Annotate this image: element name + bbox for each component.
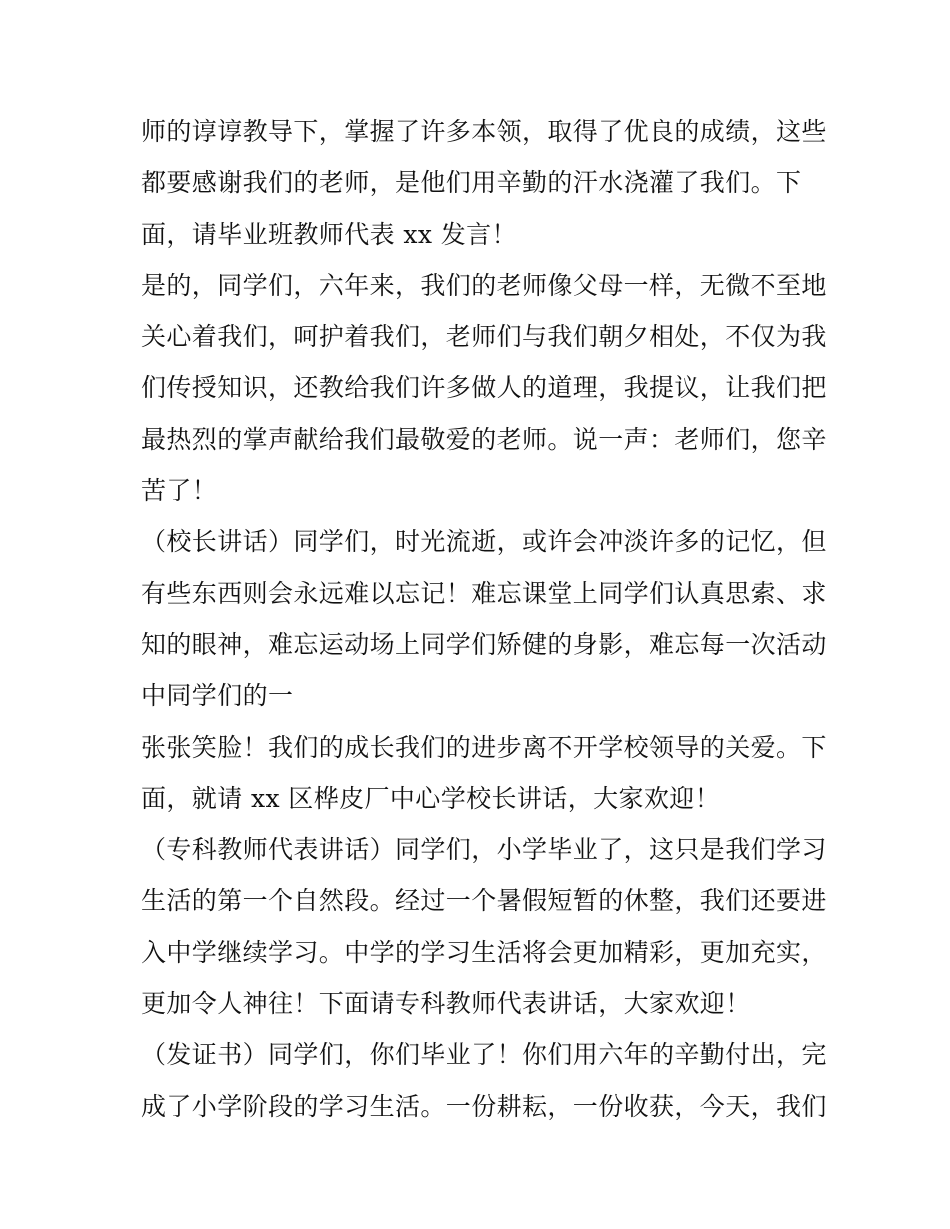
text-line: 面，请毕业班教师代表 xx 发言！ [141, 219, 517, 249]
text-line: 都要感谢我们的老师，是他们用辛勤的汗水浇灌了我们。下 [141, 168, 802, 198]
text-line: 是的，同学们，六年来，我们的老师像父母一样，无微不至地 [141, 270, 827, 300]
text-line: 师的谆谆教导下，掌握了许多本领，取得了优良的成绩，这些 [141, 117, 827, 146]
text-line: 成了小学阶段的学习生活。一份耕耘，一份收获，今天，我们 [141, 1091, 827, 1121]
text-line: 张张笑脸！我们的成长我们的进步离不开学校领导的关爱。下 [141, 732, 827, 762]
text-line: （发证书）同学们，你们毕业了！你们用六年的辛勤付出，完 [141, 1040, 827, 1070]
text-line: 生活的第一个自然段。经过一个暑假短暂的休整，我们还要进 [141, 886, 827, 916]
text-line: 们传授知识，还教给我们许多做人的道理，我提议，让我们把 [141, 373, 827, 403]
text-line: 入中学继续学习。中学的学习生活将会更加精彩，更加充实， [141, 937, 827, 967]
text-line: 苦了！ [141, 476, 218, 506]
text-line: 关心着我们，呵护着我们，老师们与我们朝夕相处，不仅为我 [141, 322, 827, 352]
text-line: 中同学们的一 [141, 681, 294, 711]
text-line: （专科教师代表讲话）同学们，小学毕业了，这只是我们学习 [141, 835, 827, 865]
text-line: 有些东西则会永远难以忘记！难忘课堂上同学们认真思索、求 [141, 578, 827, 608]
text-line: 面，就请 xx 区桦皮厂中心学校长讲话，大家欢迎！ [141, 783, 721, 813]
document-body [141, 106, 827, 1132]
text-line: （校长讲话）同学们，时光流逝，或许会冲淡许多的记忆，但 [141, 527, 827, 557]
text-line: 更加令人神往！下面请专科教师代表讲话，大家欢迎！ [141, 989, 751, 1019]
text-line: 最热烈的掌声献给我们最敬爱的老师。说一声：老师们，您辛 [141, 424, 827, 454]
text-line: 知的眼神，难忘运动场上同学们矫健的身影，难忘每一次活动 [141, 629, 827, 659]
